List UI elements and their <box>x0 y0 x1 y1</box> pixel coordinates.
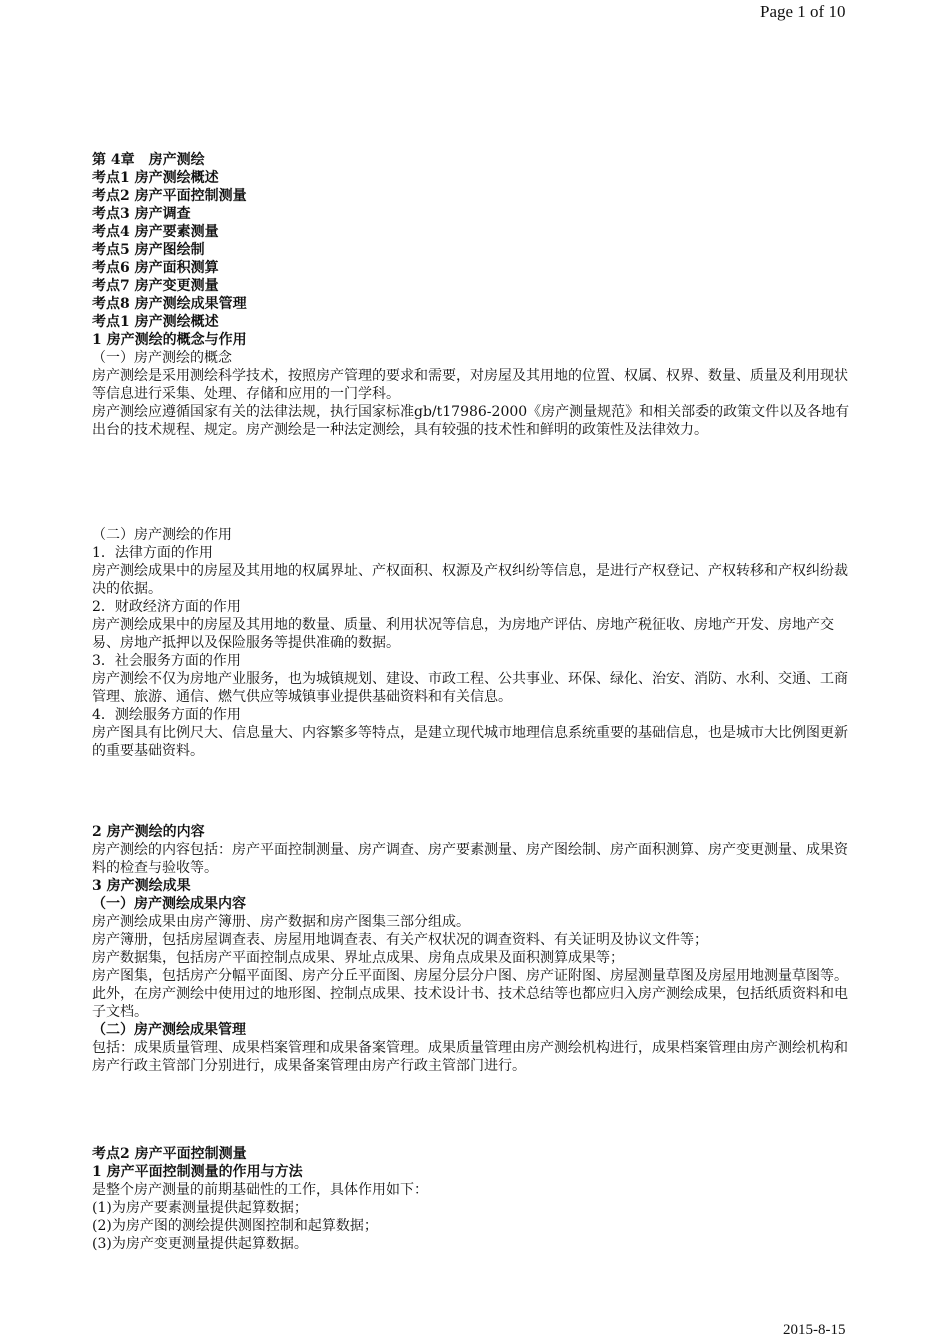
text-line: 房产测绘不仅为房地产业服务，也为城镇规划、建设、市政工程、公共事业、环保、绿化、治安、消防、水利、交通、工商管理、旅游、通信、燃气供应等城镇事业提供基础资料和有关信息。 <box>92 671 848 705</box>
text-line: 4．测绘服务方面的作用 <box>92 707 241 723</box>
text-line: 此外，在房产测绘中使用过的地形图、控制点成果、技术设计书、技术总结等也都应归入房产测绘成果，包括纸质资料和电子文档。 <box>92 986 848 1020</box>
text-line: 是整个房产测量的前期基础性的工作，具体作用如下： <box>92 1182 428 1198</box>
page-number: Page 1 of 10 <box>760 2 846 21</box>
text-line: 考点2 房产平面控制测量 <box>92 1146 247 1162</box>
text-line: 第 4章 房产测绘 <box>92 152 205 168</box>
text-line: (3)为房产变更测量提供起算数据。 <box>92 1236 308 1252</box>
text-line: （一）房产测绘的概念 <box>92 350 232 366</box>
text-line: 房产测绘成果中的房屋及其用地的数量、质量、利用状况等信息，为房地产评估、房地产税征收、房地产开发、房地产交易、房地产抵押以及保险服务等提供准确的数据。 <box>92 617 834 651</box>
text-line: 1 房产测绘的概念与作用 <box>92 332 247 348</box>
section-overview <box>92 151 857 439</box>
text-line: 考点4 房产要素测量 <box>92 224 219 240</box>
footer-date: 2015-8-15 <box>783 1322 846 1338</box>
text-line: (2)为房产图的测绘提供测图控制和起算数据； <box>92 1218 378 1234</box>
text-line: 考点6 房产面积测算 <box>92 260 219 276</box>
text-line: 房产测绘应遵循国家有关的法律法规，执行国家标准gb/t17986-2000《房产测量规范》和相关部委的政策文件以及各地有出台的技术规程、规定。房产测绘是一种法定测绘，具有较强的技术性和鲜明的政策性及法律效力。 <box>92 404 850 438</box>
text-line: 考点7 房产变更测量 <box>92 278 219 294</box>
text-line: 考点1 房产测绘概述 <box>92 170 219 186</box>
text-line: 考点3 房产调查 <box>92 206 191 222</box>
text-line: 2．财政经济方面的作用 <box>92 599 241 615</box>
text-line: 考点5 房产图绘制 <box>92 242 205 258</box>
text-line: 房产簿册，包括房屋调查表、房屋用地调查表、有关产权状况的调查资料、有关证明及协议文件等； <box>92 932 708 948</box>
text-line: 考点1 房产测绘概述 <box>92 314 219 330</box>
text-line: 1．法律方面的作用 <box>92 545 213 561</box>
text-line: 房产测绘成果由房产簿册、房产数据和房产图集三部分组成。 <box>92 914 470 930</box>
section-content-and-results <box>92 823 857 1075</box>
text-line: 房产测绘成果中的房屋及其用地的权属界址、产权面积、权源及产权纠纷等信息，是进行产权登记、产权转移和产权纠纷裁决的依据。 <box>92 563 848 597</box>
text-line: 考点2 房产平面控制测量 <box>92 188 247 204</box>
section-functions <box>92 526 857 760</box>
text-line: 考点8 房产测绘成果管理 <box>92 296 247 312</box>
text-line: 房产图集，包括房产分幅平面图、房产分丘平面图、房屋分层分户图、房产证附图、房屋测量草图及房屋用地测量草图等。 <box>92 968 848 984</box>
text-line: (1)为房产要素测量提供起算数据； <box>92 1200 308 1216</box>
text-line: （二）房产测绘的作用 <box>92 527 232 543</box>
text-line: 房产数据集，包括房产平面控制点成果、界址点成果、房角点成果及面积测算成果等； <box>92 950 624 966</box>
text-line: 房产图具有比例尺大、信息量大、内容繁多等特点，是建立现代城市地理信息系统重要的基础信息，也是城市大比例图更新的重要基础资料。 <box>92 725 848 759</box>
text-line: 2 房产测绘的内容 <box>92 824 205 840</box>
text-line: 包括：成果质量管理、成果档案管理和成果备案管理。成果质量管理由房产测绘机构进行，成果档案管理由房产测绘机构和房产行政主管部门分别进行，成果备案管理由房产行政主管部门进行。 <box>92 1040 848 1074</box>
text-line: 1 房产平面控制测量的作用与方法 <box>92 1164 303 1180</box>
text-line: 房产测绘是采用测绘科学技术，按照房产管理的要求和需要，对房屋及其用地的位置、权属、权界、数量、质量及利用现状等信息进行采集、处理、存储和应用的一门学科。 <box>92 368 848 402</box>
text-line: （一）房产测绘成果内容 <box>92 896 246 912</box>
section-plane-control <box>92 1145 857 1253</box>
text-line: 3 房产测绘成果 <box>92 878 191 894</box>
text-line: 房产测绘的内容包括：房产平面控制测量、房产调查、房产要素测量、房产图绘制、房产面积测算、房产变更测量、成果资料的检查与验收等。 <box>92 842 848 876</box>
text-line: 3．社会服务方面的作用 <box>92 653 241 669</box>
text-line: （二）房产测绘成果管理 <box>92 1022 246 1038</box>
